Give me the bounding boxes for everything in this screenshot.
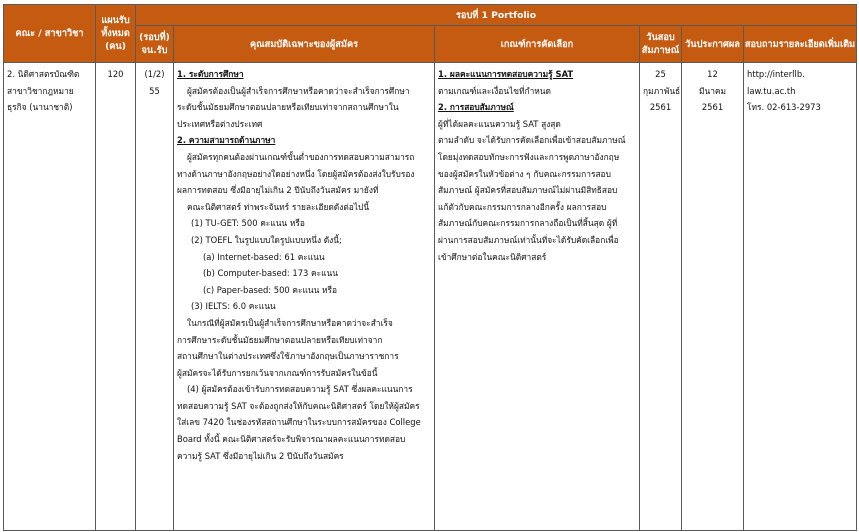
faculty-header: คณะ / สาขาวิชา <box>4 5 96 63</box>
round-count-cell <box>136 63 174 531</box>
criteria-line: ตามลำดับ จะได้รับการคัดเลือกเพื่อเข้าสอบสัมภาษณ์ <box>438 135 626 146</box>
qual-line: (2) TOEFL ในรูปแบบใดรูปแบบหนึ่ง ดังนี้; <box>191 234 342 245</box>
qual-line: ระดับชั้นมัธยมศึกษาตอนปลายหรือเทียบเท่าจากสถานศึกษาใน <box>177 102 399 113</box>
qual-line: ผู้สมัครทุกคนต้องผ่านเกณฑ์ขั้นต่ำของการทดสอบความสามารถ <box>187 151 415 162</box>
contact-url-part[interactable]: http://interllb. <box>747 69 805 79</box>
qual-line: ผู้สมัครต้องเป็นผู้สำเร็จการศึกษาหรือคาดว่าจะสำเร็จการศึกษา <box>187 85 410 96</box>
qual-line: สถานศึกษาในต่างประเทศซึ่งใช้ภาษาอังกฤษเป็นภาษาราชการ <box>177 351 399 362</box>
admission-table-wrapper <box>3 4 857 531</box>
announce-date-cell <box>682 63 744 531</box>
interview-year: 2561 <box>649 102 672 113</box>
contact-url-part[interactable]: law.tu.ac.th <box>747 85 796 96</box>
qual-line: Board ทั้งนี้ คณะนิติศาสตร์จะรับพิจารณาผลคะแนนการทดสอบ <box>177 434 406 445</box>
plan-header: แผนรับทั้งหมด (คน) <box>96 5 136 63</box>
criteria-line: แก้ตัวกับคณะกรรมการกลางอีกครั้ง ผลการสอบ <box>438 201 607 212</box>
round-count-header: (รอบที่) จน.รับ <box>136 26 174 63</box>
announce-year: 2561 <box>701 102 724 113</box>
qual-line: ผู้สมัครจะได้รับการยกเว้นจากเกณฑ์การรับสมัครในข้อนี้ <box>177 367 378 378</box>
qual-heading: 2. ความสามารถด้านภาษา <box>177 135 276 146</box>
criteria-line: ตามเกณฑ์และเงื่อนไขที่กำหนด <box>438 85 551 96</box>
qual-line: (1) TU-GET: 500 คะแนน หรือ <box>191 218 305 229</box>
criteria-line: ของผู้สมัครในหัวข้อต่าง ๆ กับคณะกรรมการสอบ <box>438 168 611 179</box>
criteria-line: สัมภาษณ์กับคณะกรรมการกลางถือเป็นที่สิ้นสุด ผู้ที่ <box>438 218 618 229</box>
faculty-line: 2. นิติศาสตรบัณฑิต <box>7 69 80 79</box>
table-row <box>4 63 857 531</box>
plan-cell <box>96 63 136 531</box>
announce-month: มีนาคม <box>698 85 727 96</box>
plan-value: 120 <box>107 69 124 79</box>
criteria-heading: 2. การสอบสัมภาษณ์ <box>438 102 514 113</box>
qual-line: การศึกษาระดับชั้นมัธยมศึกษาตอนปลายหรือเทียบเท่าจาก <box>177 334 383 345</box>
qual-line: (4) ผู้สมัครต้องเข้ารับการทดสอบความรู้ SAT ซึ่งผลคะแนนการ <box>187 384 413 395</box>
contact-cell <box>744 63 857 531</box>
criteria-line: ผ่านการสอบสัมภาษณ์เท่านั้นที่จะได้รับคัดเลือกเพื่อ <box>438 234 619 245</box>
qualifications-cell <box>174 63 435 531</box>
criteria-header: เกณฑ์การคัดเลือก <box>435 26 640 63</box>
announce-day: 12 <box>707 69 718 79</box>
criteria-line: เข้าศึกษาต่อในคณะนิติศาสตร์ <box>438 251 547 262</box>
interview-day: 25 <box>655 69 666 79</box>
qual-line: (c) Paper-based: 500 คะแนน หรือ <box>203 284 338 295</box>
contact-phone: โทร. 02-613-2973 <box>747 102 821 113</box>
faculty-cell <box>4 63 96 531</box>
qualifications-header: คุณสมบัติเฉพาะของผู้สมัคร <box>174 26 435 63</box>
qual-line: (b) Computer-based: 173 คะแนน <box>203 268 338 279</box>
criteria-line: ผู้ที่ได้ผลคะแนนความรู้ SAT สูงสุด <box>438 118 561 129</box>
qual-line: ในกรณีที่ผู้สมัครเป็นผู้สำเร็จการศึกษาหรือคาดว่าจะสำเร็จ <box>187 317 393 328</box>
qual-line: (3) IELTS: 6.0 คะแนน <box>191 301 276 312</box>
qual-line: (a) Internet-based: 61 คะแนน <box>203 251 325 262</box>
qual-line: ใส่เลข 7420 ในช่องรหัสสถานศึกษาในระบบการสมัครของ College <box>177 417 421 428</box>
announce-date-header: วันประกาศผล <box>682 26 744 63</box>
interview-date-cell <box>640 63 682 531</box>
qual-line: ทดสอบความรู้ SAT จะต้องถูกส่งให้กับคณะนิติศาสตร์ โดยให้ผู้สมัคร <box>177 400 420 411</box>
qual-heading: 1. ระดับการศึกษา <box>177 69 244 79</box>
round-count-value: 55 <box>149 85 160 96</box>
criteria-line: สัมภาษณ์ ผู้สมัครที่สอบสัมภาษณ์ไม่ผ่านมีสิทธิสอบ <box>438 185 618 196</box>
qual-line: คณะนิติศาสตร์ ท่าพระจันทร์ รายละเอียดดังต่อไปนี้ <box>187 201 370 212</box>
qual-line: ความรู้ SAT ซึ่งมีอายุไม่เกิน 2 ปีนับถึงวันสมัคร <box>177 450 344 461</box>
qual-line: ทางด้านภาษาอังกฤษอย่างใดอย่างหนึ่ง โดยผู้สมัครต้องส่งใบรับรอง <box>177 168 415 179</box>
header-row-1 <box>4 5 857 26</box>
faculty-line: ธุรกิจ (นานาชาติ) <box>7 102 73 113</box>
admission-table <box>3 4 857 531</box>
round-header: รอบที่ 1 Portfolio <box>136 5 857 26</box>
qual-line: ผลการทดสอบ ซึ่งมีอายุไม่เกิน 2 ปีนับถึงวันสมัคร มายังที่ <box>177 185 379 196</box>
criteria-cell <box>435 63 640 531</box>
criteria-line: โดยมุ่งทดสอบทักษะการฟังและการพูดภาษาอังกฤษ <box>438 151 620 162</box>
interview-month: กุมภาพันธ์ <box>643 85 681 96</box>
interview-date-header: วันสอบสัมภาษณ์ <box>640 26 682 63</box>
faculty-line: สาขาวิชากฎหมาย <box>7 85 74 96</box>
qual-line: ประเทศหรือต่างประเทศ <box>177 118 263 129</box>
round-number: (1/2) <box>144 69 165 79</box>
criteria-heading: 1. ผลคะแนนการทดสอบความรู้ SAT <box>438 69 574 79</box>
contact-header: สอบถามรายละเอียดเพิ่มเติม <box>744 26 857 63</box>
